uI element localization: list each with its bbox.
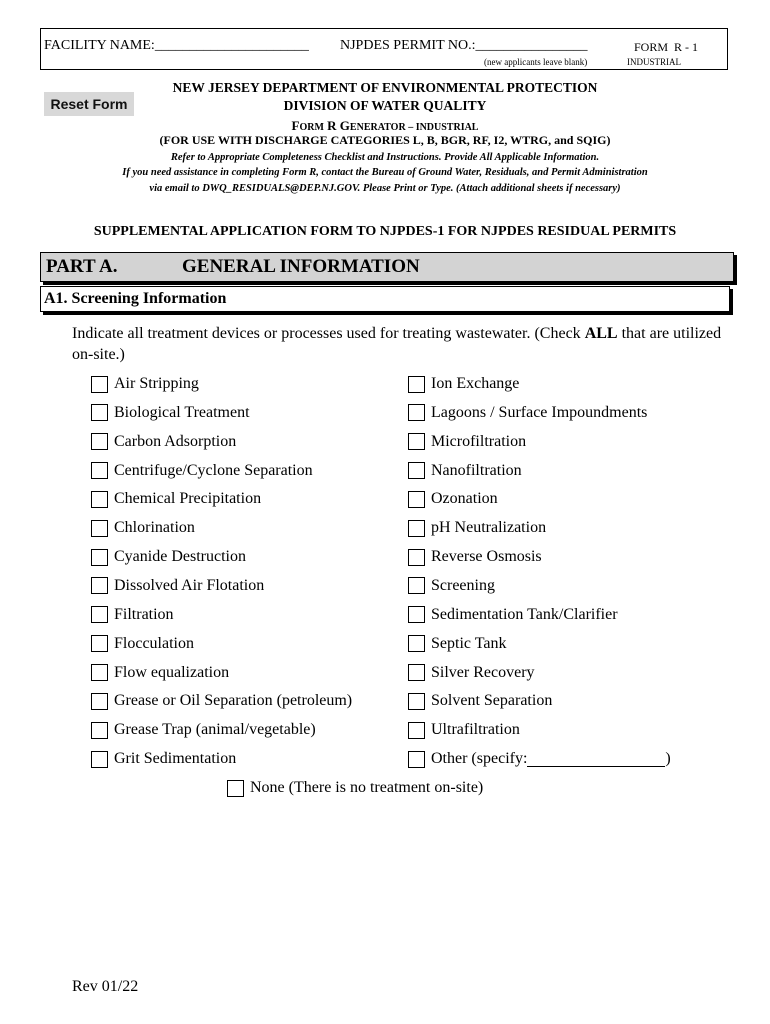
note-line-2: If you need assistance in completing Form R, contact the Bureau of Ground Water, Residuals, and Permit Administration [122, 167, 648, 178]
option-label: Filtration [114, 605, 174, 623]
part-label: PART A. [46, 256, 118, 277]
option-item[interactable] [91, 720, 316, 740]
instruction-part-2: that are utilized on-site.) [72, 325, 722, 363]
instruction-part-1: Indicate all treatment devices or processes used for treating wastewater. (Check [72, 325, 585, 342]
checkbox[interactable] [227, 780, 244, 797]
option-label: Reverse Osmosis [431, 548, 542, 566]
option-label: Flocculation [114, 634, 194, 652]
option-label: Microfiltration [431, 432, 527, 450]
option-item[interactable] [408, 403, 647, 423]
division-title: DIVISION OF WATER QUALITY [283, 98, 487, 113]
checkbox[interactable] [408, 664, 425, 681]
checkbox[interactable] [91, 376, 108, 393]
option-item[interactable] [91, 749, 236, 769]
option-item[interactable] [408, 634, 506, 654]
option-label: Centrifuge/Cyclone Separation [114, 461, 313, 479]
checkbox[interactable] [408, 549, 425, 566]
option-label: Nanofiltration [431, 461, 522, 479]
checkbox[interactable] [408, 722, 425, 739]
checkbox[interactable] [91, 577, 108, 594]
checkbox[interactable] [408, 462, 425, 479]
checkbox[interactable] [91, 693, 108, 710]
checkbox[interactable] [91, 635, 108, 652]
option-label: Septic Tank [431, 634, 507, 652]
option-none[interactable] [227, 778, 483, 798]
discharge-categories: (FOR USE WITH DISCHARGE CATEGORIES L, B, BGR, RF, I2, WTRG, and SQIG) [159, 133, 611, 147]
option-label: Chemical Precipitation [114, 490, 262, 508]
checkbox[interactable] [408, 376, 425, 393]
checkbox[interactable] [408, 404, 425, 421]
option-label: Other (specify: [431, 750, 528, 767]
option-label: Grease Trap (animal/vegetable) [114, 721, 316, 739]
option-label: Ozonation [431, 490, 498, 508]
form-type: INDUSTRIAL [627, 57, 681, 67]
option-item[interactable] [91, 461, 313, 481]
option-label: Silver Recovery [431, 663, 535, 681]
checkbox[interactable] [408, 606, 425, 623]
checkbox[interactable] [91, 549, 108, 566]
option-item[interactable] [408, 518, 546, 538]
instruction-text [72, 323, 732, 365]
option-item[interactable] [408, 489, 498, 509]
option-item[interactable] [91, 489, 261, 509]
form-id: FORM R - 1 [634, 40, 699, 54]
checkbox[interactable] [91, 751, 108, 768]
note-line-1: Refer to Appropriate Completeness Checklist and Instructions. Provide All Applicable Information. [170, 152, 600, 163]
option-item[interactable] [91, 634, 194, 654]
checkbox[interactable] [91, 664, 108, 681]
option-label: Flow equalization [114, 663, 230, 681]
checkbox[interactable] [91, 520, 108, 537]
form-name: FORM R GENERATOR – INDUSTRIAL [291, 118, 479, 133]
option-label: Grease or Oil Separation (petroleum) [114, 692, 353, 710]
checkbox[interactable] [408, 433, 425, 450]
option-item[interactable] [408, 374, 519, 394]
revision-label: Rev 01/22 [72, 978, 139, 995]
option-item[interactable] [408, 432, 526, 452]
permit-note: (new applicants leave blank) [484, 57, 588, 67]
checkbox[interactable] [91, 606, 108, 623]
checkbox[interactable] [408, 491, 425, 508]
option-label: Dissolved Air Flotation [114, 576, 265, 594]
option-item[interactable] [408, 461, 522, 481]
option-item[interactable] [91, 691, 352, 711]
checkbox[interactable] [408, 577, 425, 594]
other-specify-field[interactable] [527, 751, 665, 767]
checkbox[interactable] [408, 635, 425, 652]
note-line-3: via email to DWQ_RESIDUALS@DEP.NJ.GOV. Please Print or Type. (Attach additional sheets if necessary) [149, 183, 621, 194]
other-close-paren: ) [665, 750, 671, 767]
option-label: Cyanide Destruction [114, 548, 246, 566]
checkbox[interactable] [408, 520, 425, 537]
permit-number-label[interactable]: NJPDES PERMIT NO.:________________ [340, 38, 588, 53]
option-item[interactable] [91, 605, 174, 625]
section-title: A1. Screening Information [44, 290, 227, 307]
checkbox[interactable] [91, 491, 108, 508]
instruction-emphasis: ALL [584, 325, 618, 342]
part-title: GENERAL INFORMATION [182, 256, 420, 277]
option-other[interactable] [408, 749, 671, 769]
option-item[interactable] [91, 576, 264, 596]
option-item[interactable] [91, 518, 195, 538]
option-item[interactable] [408, 663, 535, 683]
option-label: Chlorination [114, 519, 195, 537]
option-label: Screening [431, 576, 495, 594]
checkbox[interactable] [91, 404, 108, 421]
option-item[interactable] [91, 547, 246, 567]
option-label: Lagoons / Surface Impoundments [431, 403, 648, 421]
agency-title: NEW JERSEY DEPARTMENT OF ENVIRONMENTAL PROTECTION [172, 80, 598, 95]
reset-form-button[interactable]: Reset Form [44, 92, 134, 116]
option-item[interactable] [91, 663, 229, 683]
supplemental-title: SUPPLEMENTAL APPLICATION FORM TO NJPDES-1 FOR NJPDES RESIDUAL PERMITS [93, 224, 677, 239]
option-item[interactable] [408, 576, 495, 596]
option-item[interactable] [408, 691, 552, 711]
option-label: pH Neutralization [431, 519, 547, 537]
option-label: Carbon Adsorption [114, 432, 237, 450]
checkbox[interactable] [91, 722, 108, 739]
option-item[interactable] [91, 432, 236, 452]
option-item[interactable] [408, 720, 520, 740]
option-label: Sedimentation Tank/Clarifier [431, 605, 618, 623]
option-label: Ultrafiltration [431, 721, 520, 739]
option-label: Ion Exchange [431, 375, 520, 392]
option-label: None (There is no treatment on-site) [250, 779, 484, 796]
checkbox[interactable] [408, 751, 425, 768]
checkbox[interactable] [91, 462, 108, 479]
option-label: Solvent Separation [431, 692, 553, 710]
option-item[interactable] [408, 547, 542, 567]
option-item[interactable] [91, 374, 199, 394]
checkbox[interactable] [408, 693, 425, 710]
option-label: Biological Treatment [114, 403, 250, 421]
facility-name-label[interactable]: FACILITY NAME:______________________ [44, 38, 309, 53]
checkbox[interactable] [91, 433, 108, 450]
option-label: Grit Sedimentation [114, 750, 237, 768]
option-item[interactable] [408, 605, 618, 625]
option-item[interactable] [91, 403, 250, 423]
option-label: Air Stripping [114, 375, 199, 392]
